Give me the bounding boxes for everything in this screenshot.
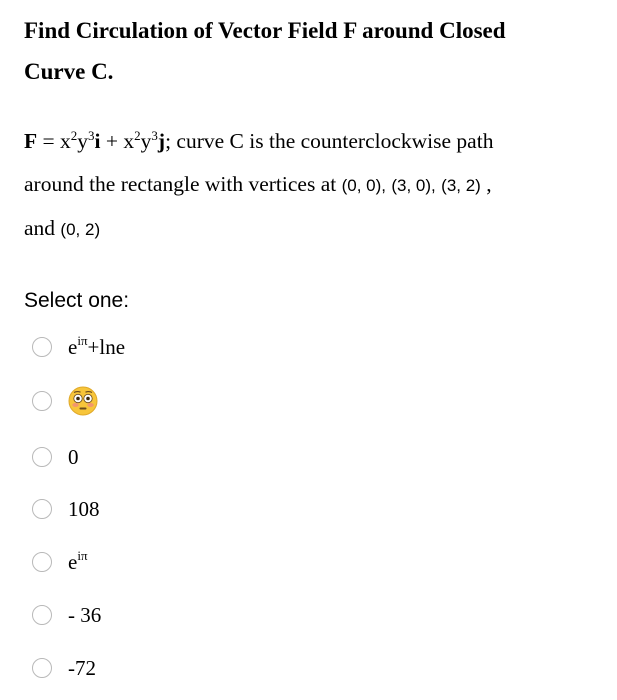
radio-button[interactable] [32, 658, 52, 678]
question-title [24, 10, 584, 92]
option-6[interactable] [32, 600, 101, 630]
field-eq-text: = x [37, 129, 71, 153]
y-var: y [77, 129, 89, 153]
problem-text-line-2: around the rectangle with vertices at [24, 172, 342, 196]
option-1[interactable] [32, 332, 125, 362]
option-3[interactable] [32, 442, 79, 472]
option-6-label: - 36 [68, 603, 102, 627]
option-exponent: iπ [77, 333, 88, 348]
plus-text: + x [100, 129, 135, 153]
exponent: 3 [88, 128, 95, 143]
option-4[interactable] [32, 494, 100, 524]
unit-vector-j: j [157, 129, 166, 153]
exponent: 2 [70, 128, 78, 143]
vector-f-symbol: F [24, 129, 38, 153]
radio-button[interactable] [32, 391, 52, 411]
option-5-label [68, 547, 88, 577]
problem-statement [24, 120, 604, 251]
radio-button[interactable] [32, 552, 52, 572]
title-line-2: Curve C. [24, 59, 114, 84]
vertex-1: (0, 0), [341, 176, 386, 195]
title-line-1: Find Circulation of Vector Field F around Closed [24, 18, 506, 43]
option-7-label: -72 [68, 656, 96, 680]
comma-text: , [480, 172, 492, 196]
option-7[interactable] [32, 653, 96, 683]
option-3-label: 0 [68, 445, 79, 469]
radio-button[interactable] [32, 605, 52, 625]
exponent: 3 [151, 128, 158, 143]
radio-button[interactable] [32, 337, 52, 357]
option-4-label: 108 [68, 497, 100, 521]
vertex-3: (3, 2) [441, 176, 481, 195]
and-text: and [24, 216, 61, 240]
option-2[interactable] [32, 386, 98, 416]
flushed-face-emoji-icon [68, 386, 98, 416]
option-1-label [68, 332, 125, 362]
y-var: y [140, 129, 152, 153]
option-exponent: iπ [77, 548, 88, 563]
radio-button[interactable] [32, 447, 52, 467]
select-one-prompt: Select one: [24, 289, 130, 312]
option-base: e [68, 550, 78, 574]
option-tail: +lne [87, 335, 126, 359]
radio-button[interactable] [32, 499, 52, 519]
vertex-2: (3, 0), [391, 176, 436, 195]
unit-vector-i: i [94, 129, 101, 153]
option-base: e [68, 335, 78, 359]
vertex-4: (0, 2) [60, 220, 101, 239]
option-5[interactable] [32, 547, 88, 577]
problem-text-line-1: ; curve C is the counterclockwise path [165, 129, 494, 153]
exponent: 2 [134, 128, 141, 143]
